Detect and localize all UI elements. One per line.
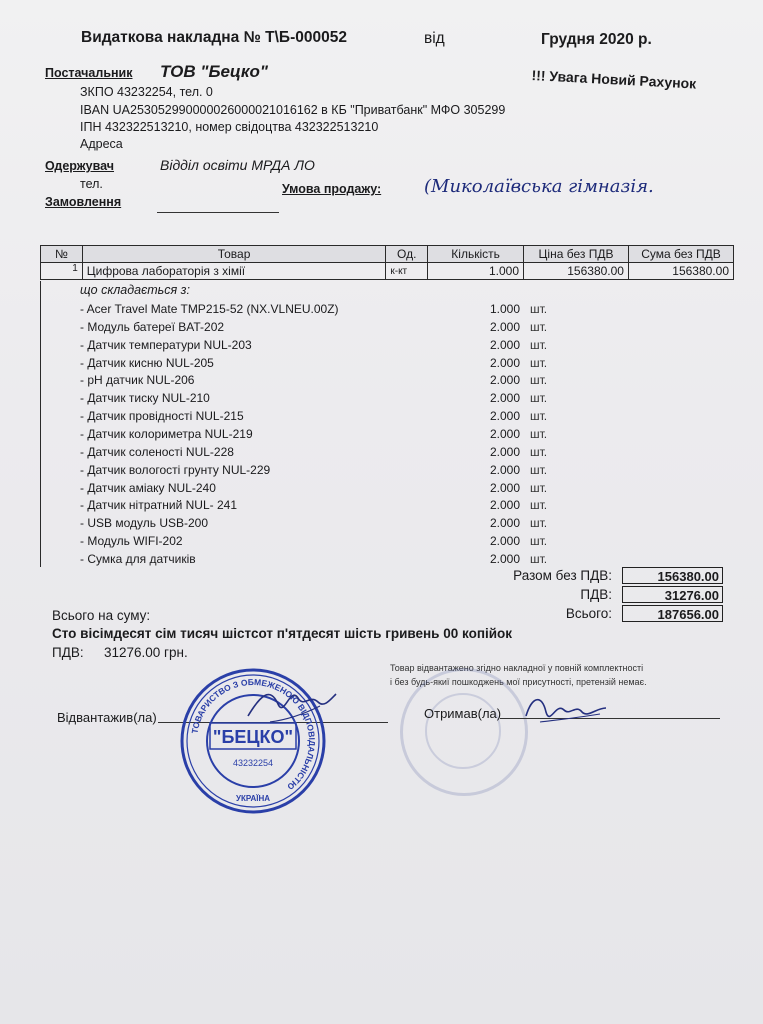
list-item-name: - USB модуль USB-200 bbox=[80, 516, 209, 531]
order-line bbox=[157, 212, 279, 213]
supplier-label: Постачальник bbox=[45, 66, 133, 80]
list-item-quantity: 2.000 bbox=[489, 551, 520, 566]
list-item-unit: шт. bbox=[530, 551, 548, 566]
list-item-unit: шт. bbox=[530, 409, 548, 424]
recipient-stamp bbox=[400, 668, 528, 796]
stamp-country: УКРАЇНА bbox=[235, 794, 271, 803]
row-unit: к-кт bbox=[386, 263, 428, 280]
list-item-name: - Датчик температури NUL-203 bbox=[80, 337, 252, 352]
list-item-unit: шт. bbox=[530, 444, 548, 459]
table-left-border bbox=[40, 281, 41, 567]
items-table bbox=[40, 245, 734, 280]
list-item-quantity: 2.000 bbox=[489, 409, 520, 424]
list-item-quantity: 1.000 bbox=[489, 302, 520, 316]
terms-handwritten: (Миколаївська гімназія. bbox=[424, 176, 654, 197]
list-item-unit: шт. bbox=[530, 337, 548, 352]
list-item-quantity: 2.000 bbox=[489, 534, 520, 549]
list-item-quantity: 2.000 bbox=[489, 355, 520, 370]
vat-line-label: ПДВ: bbox=[52, 645, 84, 660]
new-account-notice: !!! Увага Новий Рахунок bbox=[531, 67, 697, 92]
order-label: Замовлення bbox=[45, 195, 122, 209]
list-item-quantity: 2.000 bbox=[489, 444, 520, 459]
list-item-name: - Датчик вологості грунту NUL-229 bbox=[80, 462, 271, 477]
list-item-name: - Acer Travel Mate TMP215-52 (NX.VLNEU.00Z) bbox=[80, 302, 339, 316]
list-item-unit: шт. bbox=[530, 462, 548, 477]
list-item-quantity: 2.000 bbox=[489, 319, 520, 334]
stamp-code: 43232254 bbox=[232, 758, 274, 768]
col-unit: Од. bbox=[386, 246, 428, 263]
recipient-name: Відділ освіти МРДА ЛО bbox=[160, 157, 315, 173]
list-item-name: - Датчик аміаку NUL-240 bbox=[80, 480, 216, 495]
list-item-quantity: 2.000 bbox=[489, 462, 520, 477]
received-label: Отримав(ла) bbox=[424, 706, 502, 721]
invoice-from-label: від bbox=[424, 30, 445, 47]
list-item-unit: шт. bbox=[530, 302, 548, 316]
col-price: Ціна без ПДВ bbox=[524, 246, 629, 263]
list-item-unit: шт. bbox=[530, 319, 548, 334]
list-item-unit: шт. bbox=[530, 426, 548, 441]
total-no-vat-label: Разом без ПДВ: bbox=[513, 568, 612, 583]
list-item-name: - Датчик колориметра NUL-219 bbox=[80, 426, 253, 441]
consists-label: що складається з: bbox=[80, 283, 190, 297]
supplier-address: Адреса bbox=[80, 137, 123, 151]
vat-value: 31276.00 bbox=[622, 586, 723, 603]
list-item-unit: шт. bbox=[530, 373, 548, 388]
col-quantity: Кількість bbox=[428, 246, 524, 263]
list-item-unit: шт. bbox=[530, 480, 548, 495]
list-item-name: - Датчик соленості NUL-228 bbox=[80, 444, 234, 459]
list-item-quantity: 2.000 bbox=[489, 373, 520, 388]
list-item-quantity: 2.000 bbox=[489, 426, 520, 441]
list-item-name: - Модуль батереї BAT-202 bbox=[80, 319, 225, 334]
terms-label: Умова продажу: bbox=[282, 182, 382, 196]
list-item-unit: шт. bbox=[530, 391, 548, 406]
col-number: № bbox=[41, 246, 83, 263]
list-item-unit: шт. bbox=[530, 498, 548, 513]
vat-label: ПДВ: bbox=[580, 587, 612, 602]
list-item-unit: шт. bbox=[530, 516, 548, 531]
grand-total-value: 187656.00 bbox=[622, 605, 723, 622]
list-item-unit: шт. bbox=[530, 355, 548, 370]
col-product: Товар bbox=[82, 246, 386, 263]
grand-total-label: Всього: bbox=[565, 606, 612, 621]
row-price: 156380.00 bbox=[524, 263, 629, 280]
list-item-quantity: 2.000 bbox=[489, 480, 520, 495]
list-item-quantity: 2.000 bbox=[489, 516, 520, 531]
sum-label: Всього на суму: bbox=[52, 608, 151, 623]
list-item-name: - pH датчик NUL-206 bbox=[80, 373, 195, 388]
delivery-note-line2: і без будь-якиї пошкоджень мої присутності, претензій немає. bbox=[390, 677, 647, 687]
list-item-unit: шт. bbox=[530, 534, 548, 549]
invoice-date: Грудня 2020 р. bbox=[541, 31, 652, 48]
recipient-label: Одержувач bbox=[45, 159, 115, 173]
vat-line-value: 31276.00 грн. bbox=[104, 645, 188, 660]
stamp-ring-text: ТОВАРИСТВО З ОБМЕЖЕНОЮ ВІДПОВІДАЛЬНІСТЮ bbox=[189, 676, 318, 792]
list-item-name: - Датчик кисню NUL-205 bbox=[80, 355, 214, 370]
list-item-name: - Датчик провідності NUL-215 bbox=[80, 409, 244, 424]
recipient-tel-label: тел. bbox=[80, 177, 103, 191]
stamp-company-name: "БЕЦКО" bbox=[212, 727, 294, 747]
col-sum: Сума без ПДВ bbox=[628, 246, 733, 263]
row-number: 1 bbox=[41, 263, 83, 280]
list-item-name: - Датчик нітратний NUL- 241 bbox=[80, 498, 237, 513]
supplier-name: ТОВ "Бецко" bbox=[160, 62, 268, 81]
shipped-label: Відвантажив(ла) bbox=[57, 710, 157, 725]
row-product: Цифрова лабораторія з хімії bbox=[82, 263, 386, 280]
shipper-signature bbox=[240, 676, 340, 736]
invoice-title: Видаткова накладна № Т\Б-000052 bbox=[81, 29, 347, 46]
row-sum: 156380.00 bbox=[628, 263, 733, 280]
list-item-name: - Датчик тиску NUL-210 bbox=[80, 391, 210, 406]
supplier-edrpou: ЗКПО 43232254, тел. 0 bbox=[80, 85, 213, 99]
recipient-signature bbox=[520, 686, 610, 736]
sum-in-words: Сто вісімдесят сім тисяч шістсот п'ятдесят шість гривень 00 копійок bbox=[52, 626, 513, 641]
supplier-iban: IBAN UA253052990000026000021016162 в КБ "Приватбанк" МФО 305299 bbox=[80, 103, 506, 117]
delivery-note-line1: Товар відвантажено згідно накладної у повній комплектності bbox=[390, 663, 644, 673]
list-item-quantity: 2.000 bbox=[489, 337, 520, 352]
row-quantity: 1.000 bbox=[428, 263, 524, 280]
list-item-name: - Модуль WIFI-202 bbox=[80, 534, 183, 549]
list-item-quantity: 2.000 bbox=[489, 391, 520, 406]
list-item-quantity: 2.000 bbox=[489, 498, 520, 513]
total-no-vat-value: 156380.00 bbox=[622, 567, 723, 584]
list-item-name: - Сумка для датчиків bbox=[80, 551, 196, 566]
supplier-ipn: ІПН 432322513210, номер свідоцтва 432322513210 bbox=[80, 120, 379, 134]
table-row bbox=[41, 263, 734, 280]
